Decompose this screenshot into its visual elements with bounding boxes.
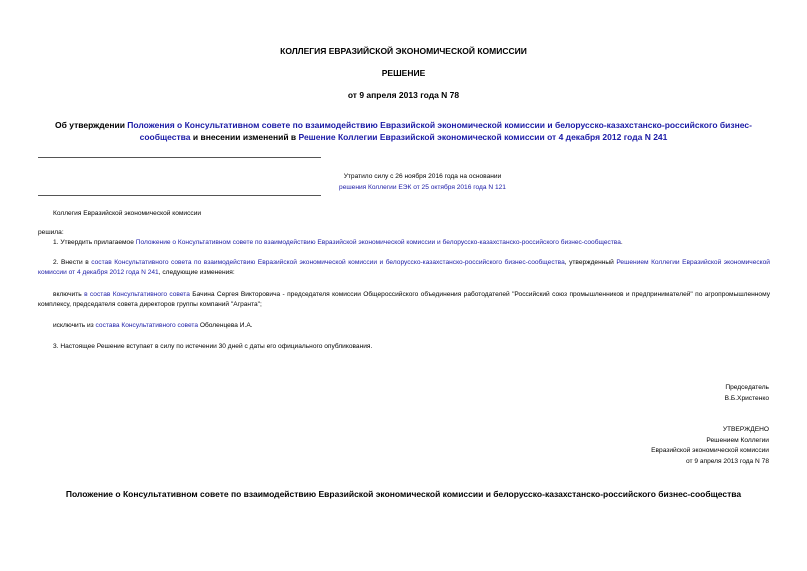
decided-text: решила: [38, 229, 64, 236]
paragraph-exclude [38, 321, 770, 331]
signature-role: Председатель [725, 384, 769, 391]
divider-bottom [38, 195, 321, 196]
paragraph-include-link[interactable]: в состав Консультативного совета [84, 291, 190, 298]
paragraph-2 [38, 258, 770, 278]
paragraph-1-link[interactable]: Положение о Консультативном совете по взаимодействию Евразийской экономической комиссии и белорусско-казахстанско-российского бизнес-сообщества [135, 239, 621, 246]
status-note-link[interactable]: решения Коллегии ЕЭК от 25 октября 2016 года N 121 [339, 184, 506, 191]
issuer-heading: КОЛЛЕГИЯ ЕВРАЗИЙСКОЙ ЭКОНОМИЧЕСКОЙ КОМИССИИ [280, 46, 527, 56]
title-middle: и внесении изменений в [190, 131, 299, 142]
paragraph-exclude-suffix: Оболенцева И.А. [198, 322, 253, 329]
paragraph-2-link-decision-241[interactable]: Решением Коллегии Евразийской экономической комиссии от 4 декабря 2012 года N 241 [38, 259, 770, 276]
paragraph-2-suffix: , следующие изменения: [158, 269, 235, 276]
status-note [38, 171, 807, 193]
paragraph-include-text: включить [53, 291, 85, 298]
signature-name: В.Б.Христенко [724, 394, 769, 402]
signature-block [725, 383, 769, 404]
document-title [40, 120, 767, 143]
paragraph-3: 3. Настоящее Решение вступает в силу по истечении 30 дней с даты его официального опубликования. [53, 343, 373, 350]
paragraph-2-link-composition[interactable]: состав Консультативного совета по взаимодействию Евразийской экономической комиссии и белорусско-казахстанско-российского бизнес-сообщества [91, 259, 565, 266]
paragraph-2-middle: , утвержденный [564, 259, 617, 266]
divider-top [38, 157, 321, 158]
document-type-heading: РЕШЕНИЕ [381, 68, 426, 78]
paragraph-exclude-text: исключить из [53, 322, 96, 329]
paragraph-exclude-link[interactable]: состава Консультативного совета [95, 322, 199, 329]
paragraph-1-text: 1. Утвердить прилагаемое [53, 239, 136, 246]
paragraph-2-text: 2. Внести в [53, 259, 92, 266]
approval-line-1: УТВЕРЖДЕНО [722, 426, 769, 433]
paragraph-1 [38, 238, 770, 248]
intro-text: Коллегия Евразийской экономической комиссии [53, 210, 202, 217]
title-link-decision-241[interactable]: Решение Коллегии Евразийской экономической комиссии от 4 декабря 2012 года N 241 [298, 131, 668, 142]
paragraph-include-suffix: Бачина Сергея Викторовича - председателя комиссии Общероссийского объединения работодателей "Российский союз промышленников и предпринимателей" по агропромышленному комплексу, председателя совета директоров группы компаний "Агранта"; [38, 291, 770, 308]
approval-line-4: от 9 апреля 2013 года N 78 [685, 457, 769, 465]
status-note-text: Утратило силу с 26 ноября 2016 года на основании [343, 173, 502, 180]
title-link-regulation[interactable]: Положения о Консультативном совете по взаимодействию Евразийской экономической комиссии и белорусско-казахстанско-российского бизнес-сообщества [127, 120, 752, 142]
approval-block [651, 425, 769, 467]
approval-line-3: Евразийской экономической комиссии [651, 447, 769, 454]
approval-line-2: Решением Коллегии [706, 436, 769, 444]
annex-title: Положение о Консультативном совете по взаимодействию Евразийской экономической комиссии и белорусско-казахстанско-российского бизнес-сообщества [65, 489, 742, 499]
paragraph-1-suffix: . [620, 239, 623, 246]
paragraph-include [38, 290, 770, 310]
title-prefix: Об утверждении [55, 120, 128, 130]
document-date-heading: от 9 апреля 2013 года N 78 [347, 90, 460, 100]
